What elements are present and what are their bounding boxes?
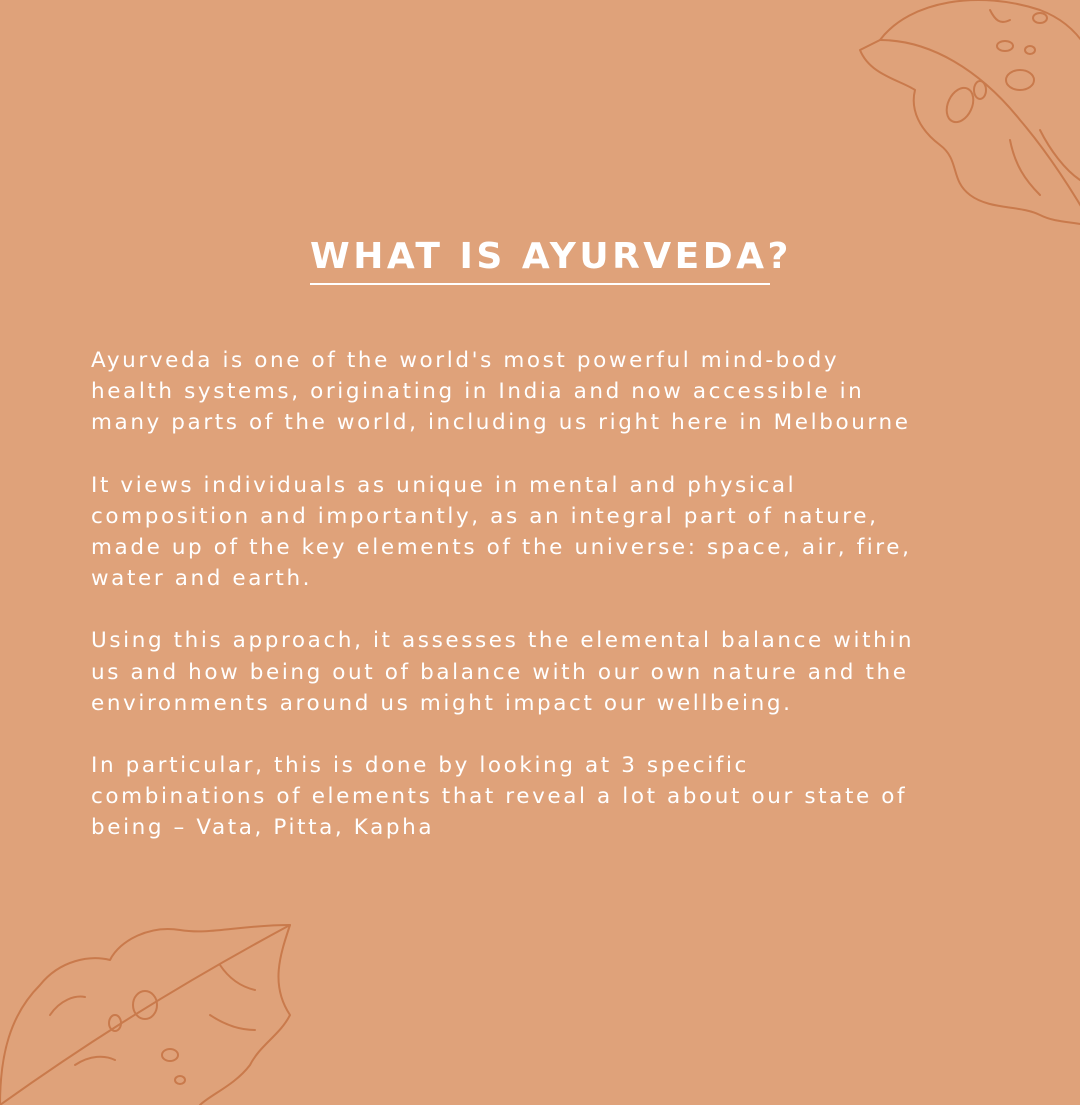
body-text xyxy=(91,345,991,875)
paragraph-balance: Using this approach, it assesses the elemental balance within us and how being out of balance with our own nature and the environments around us might impact our wellbeing. xyxy=(91,628,915,716)
paragraph-doshas: In particular, this is done by looking at 3 specific combinations of elements that reveal a lot about our state of being – Vata, Pitta, Kapha xyxy=(91,753,908,841)
paragraph-intro: Ayurveda is one of the world's most powerful mind-body health systems, originating in India and now accessible in many parts of the world, including us right here in Melbourne xyxy=(91,348,911,436)
page-title: WHAT IS AYURVEDA? xyxy=(310,236,792,277)
paragraph-elements: It views individuals as unique in mental and physical composition and importantly, as an integral part of nature, made up of the key elements of the universe: space, air, fire, water and earth. xyxy=(91,472,912,592)
monstera-leaf-icon xyxy=(0,905,310,1105)
monstera-leaf-icon xyxy=(840,0,1080,250)
title-block xyxy=(310,236,792,278)
title-underline xyxy=(310,283,770,285)
